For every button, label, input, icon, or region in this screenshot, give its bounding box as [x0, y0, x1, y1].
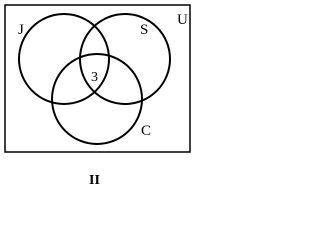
region-j-s-c-value: 3 [91, 70, 98, 85]
figure-caption: II [89, 173, 100, 188]
set-c-label: C [141, 123, 152, 139]
set-j-label: J [18, 22, 24, 38]
set-s-label: S [140, 22, 149, 38]
venn-diagram [0, 0, 196, 194]
universe-label: U [177, 12, 188, 28]
